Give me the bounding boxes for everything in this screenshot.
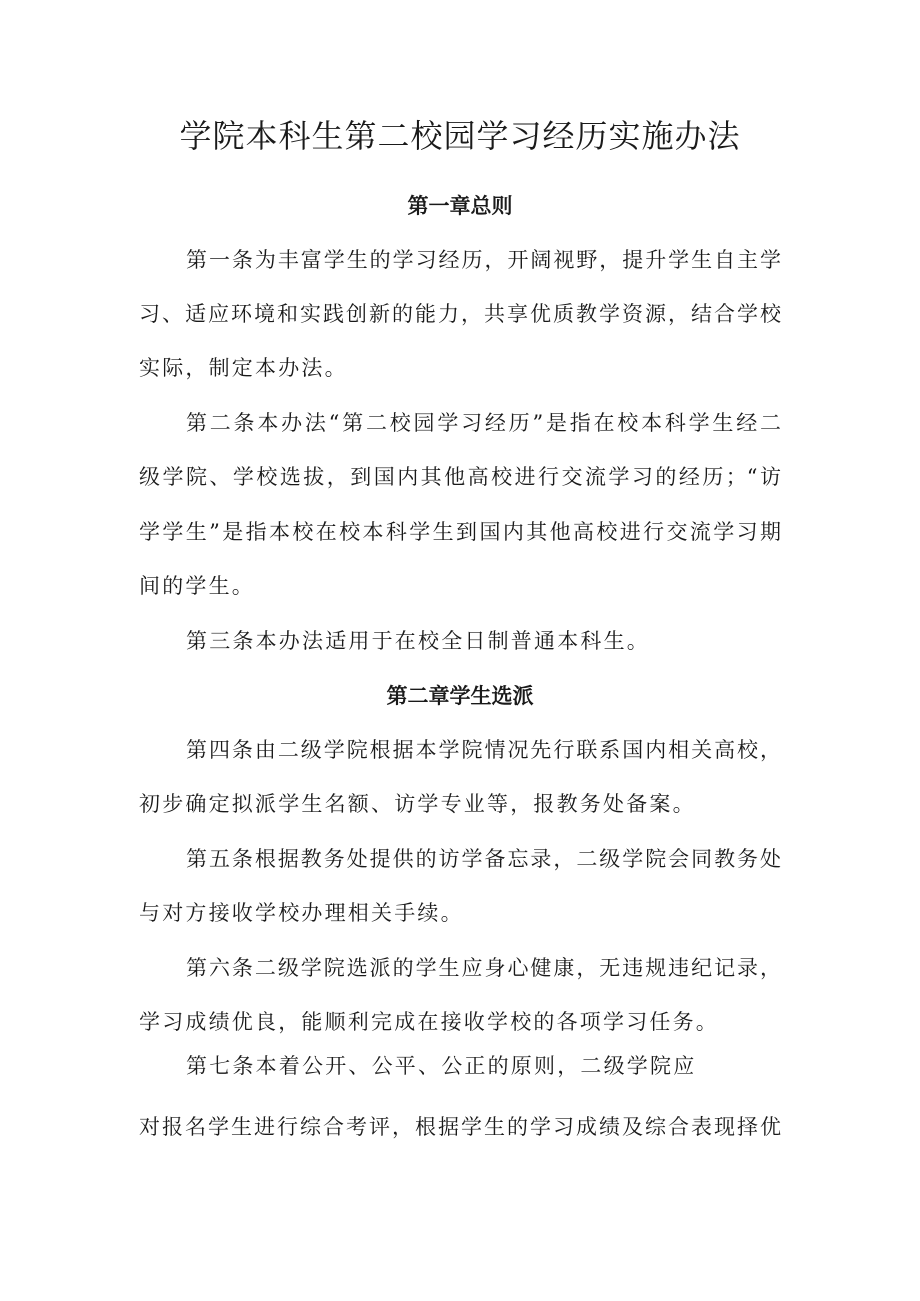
article-7-line-1: 第七条本着公开、公平、公正的原则，二级学院应 (186, 1054, 697, 1078)
article-2-line-3: 学学生”是指本校在校本科学生到国内其他高校进行交流学习期 (139, 520, 781, 544)
article-4-line-2: 初步确定拟派学生名额、访学专业等，报教务处备案。 (139, 792, 696, 816)
article-2-line-2: 级学院、学校选拔，到国内其他高校进行交流学习的经历；“访 (139, 465, 781, 489)
article-2-line-1: 第二条本办法“第二校园学习经历”是指在校本科学生经二 (186, 411, 781, 435)
article-2-line-4: 间的学生。 (139, 574, 255, 598)
article-1-line-3: 实际，制定本办法。 (139, 356, 348, 380)
chapter-2-heading: 第二章学生选派 (386, 684, 534, 708)
document-title: 学院本科生第二校园学习经历实施办法 (179, 117, 741, 155)
article-7-line-2: 对报名学生进行综合考评，根据学生的学习成绩及综合表现择优 (139, 1115, 781, 1139)
chapter-1-heading: 第一章总则 (407, 194, 513, 218)
article-6-line-1: 第六条二级学院选派的学生应身心健康，无违规违纪记录， (186, 956, 781, 980)
article-5-line-2: 与对方接收学校办理相关手续。 (139, 901, 464, 925)
article-1-line-2: 习、适应环境和实践创新的能力，共享优质教学资源，结合学校 (139, 302, 781, 326)
article-4-line-1: 第四条由二级学院根据本学院情况先行联系国内相关高校， (186, 738, 781, 762)
article-5-line-1: 第五条根据教务处提供的访学备忘录，二级学院会同教务处 (186, 847, 781, 871)
article-6-line-2: 学习成绩优良，能顺利完成在接收学校的各项学习任务。 (139, 1010, 719, 1034)
article-3-line-1: 第三条本办法适用于在校全日制普通本科生。 (186, 629, 650, 653)
article-1-line-1: 第一条为丰富学生的学习经历，开阔视野，提升学生自主学 (186, 248, 781, 272)
